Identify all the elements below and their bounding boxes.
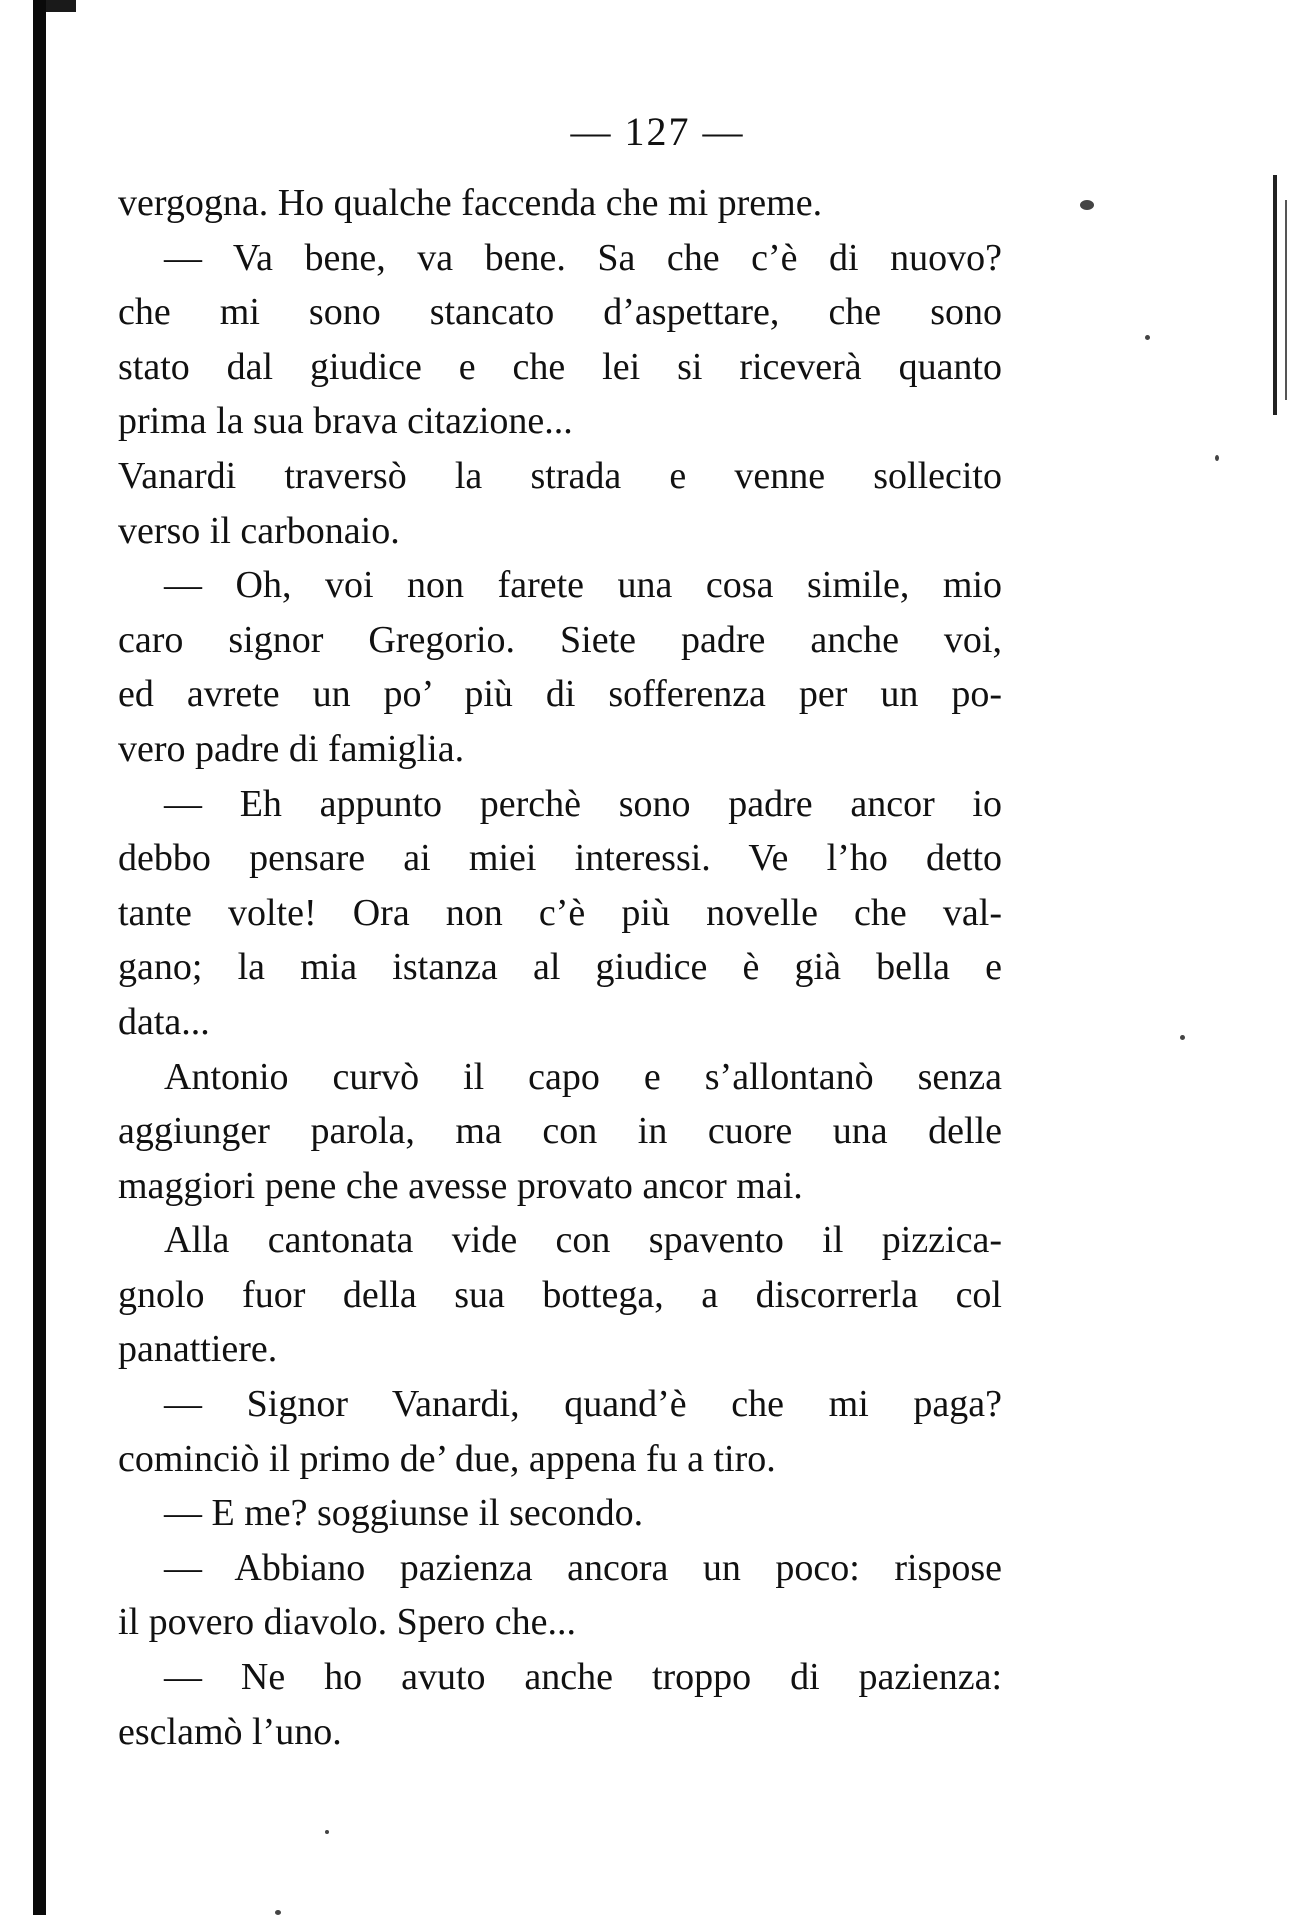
scan-speck xyxy=(1215,455,1219,461)
scan-speck xyxy=(325,1830,329,1834)
text-line: il povero diavolo. Spero che... xyxy=(118,1601,577,1644)
text-line: ed avrete un po’ più di sofferenza per un po- xyxy=(118,673,1002,716)
text-line: Antonio curvò il capo e s’allontanò senza xyxy=(164,1055,1002,1098)
text-line: — Eh appunto perchè sono padre ancor io xyxy=(164,782,1002,825)
text-line: data... xyxy=(118,1000,210,1043)
text-line: — Va bene, va bene. Sa che c’è di nuovo? xyxy=(164,236,1002,279)
text-line: cominciò il primo de’ due, appena fu a tiro. xyxy=(118,1437,776,1480)
text-line: — Signor Vanardi, quand’è che mi paga? xyxy=(164,1383,1002,1426)
text-line: aggiunger parola, ma con in cuore una delle xyxy=(118,1110,1002,1153)
page-edge-mark-thin xyxy=(1285,200,1287,400)
page-edge-mark xyxy=(1273,175,1277,415)
text-line: tante volte! Ora non c’è più novelle che val- xyxy=(118,891,1002,934)
spine-notch xyxy=(46,0,76,12)
text-line: vergogna. Ho qualche faccenda che mi preme. xyxy=(118,182,823,224)
text-line: — Abbiano pazienza ancora un poco: rispose xyxy=(164,1546,1002,1589)
text-line: verso il carbonaio. xyxy=(118,509,400,552)
text-line: gnolo fuor della sua bottega, a discorrerla col xyxy=(118,1273,1002,1316)
scan-speck xyxy=(1180,1035,1185,1040)
text-line: vero padre di famiglia. xyxy=(118,727,465,770)
text-line: gano; la mia istanza al giudice è già bella e xyxy=(118,946,1002,989)
text-line: panattiere. xyxy=(118,1328,278,1371)
text-line: che mi sono stancato d’aspettare, che sono xyxy=(118,291,1002,334)
text-line: caro signor Gregorio. Siete padre anche voi, xyxy=(118,618,1002,661)
text-line: Vanardi traversò la strada e venne sollecito xyxy=(118,454,1002,497)
text-line: debbo pensare ai miei interessi. Ve l’ho detto xyxy=(118,837,1002,880)
scan-speck xyxy=(275,1910,281,1915)
text-line: maggiori pene che avesse provato ancor mai. xyxy=(118,1164,803,1207)
page-body-text xyxy=(118,176,1002,1759)
text-line: stato dal giudice e che lei si riceverà quanto xyxy=(118,345,1002,388)
text-line: — Ne ho avuto anche troppo di pazienza: xyxy=(164,1656,1002,1699)
book-spine-shadow xyxy=(33,0,46,1915)
text-line: — Oh, voi non farete una cosa simile, mio xyxy=(164,564,1002,607)
text-line: Alla cantonata vide con spavento il pizzica- xyxy=(164,1219,1002,1262)
text-line: esclamò l’uno. xyxy=(118,1710,342,1753)
scan-speck xyxy=(1080,200,1094,210)
text-line: — E me? soggiunse il secondo. xyxy=(164,1492,644,1535)
scan-speck xyxy=(1145,335,1150,340)
page-number: — 127 — xyxy=(570,109,745,154)
text-line: prima la sua brava citazione... xyxy=(118,400,573,443)
